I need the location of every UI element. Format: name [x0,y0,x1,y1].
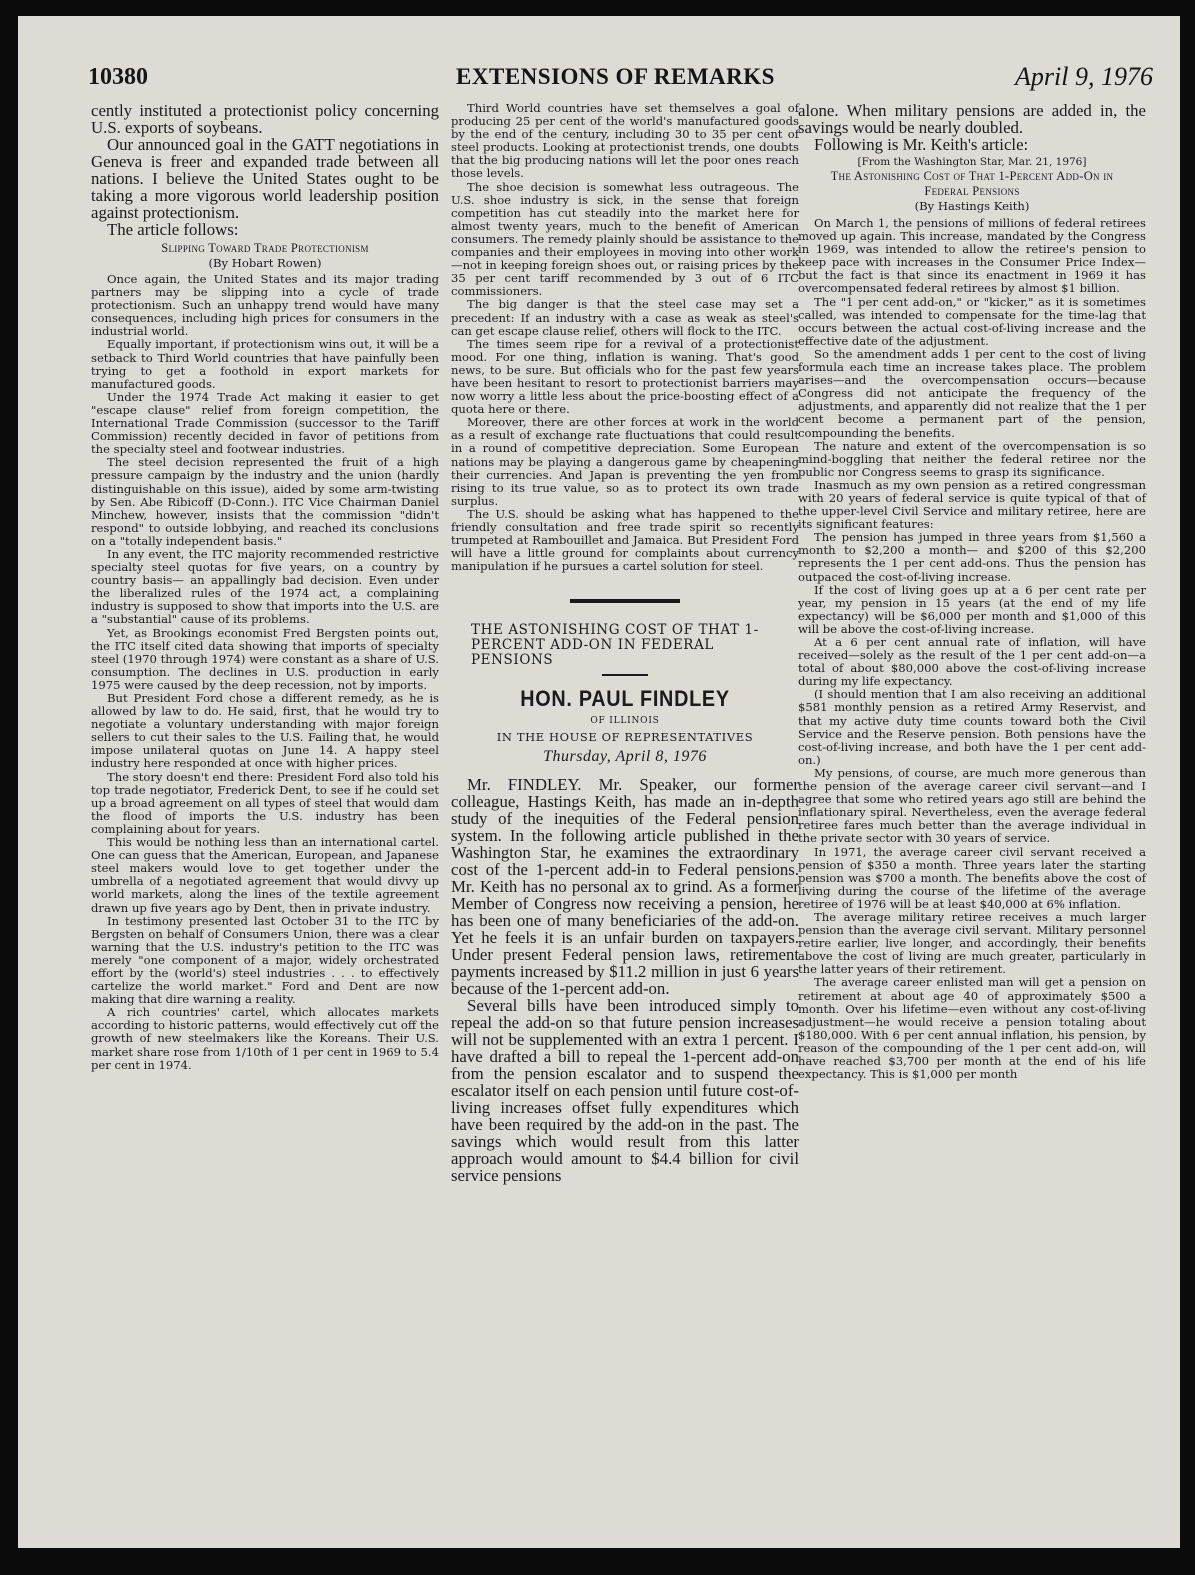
page-number: 10380 [88,64,148,90]
page-sheet [18,16,1180,1548]
article-paragraph: If the cost of living goes up at a 6 per cent rate per year, my pension in 15 years (at the end of my life expectancy) will be $6,000 per month and $1,000 of this will be above the cost-of-living increase. [798,582,1146,636]
chamber: IN THE HOUSE OF REPRESENTATIVES [496,730,754,745]
article-paragraph: But President Ford chose a different remedy, as he is allowed by law to do. He said, first, that he would try to negotiate a voluntary understanding with major foreign sellers to cut their sales to the U.S. Failing that, he would impose unilateral quotas on June 14. A happy steel industry here responded at once with higher prices. [91,691,439,771]
running-title: EXTENSIONS OF REMARKS [456,64,775,89]
article-paragraph: The big danger is that the steel case may set a precedent: If an industry with a case as weak as steel's can get escape clause relief, others will flock to the ITC. [451,297,799,338]
article-paragraph: The times seem ripe for a revival of a protectionist mood. For one thing, inflation is waning. That's good news, to be sure. But officials who for the past few years have been hesitant to resort to protectionist barriers may now worry a little less about the price-boosting effect of a quota here or there. [451,336,799,417]
article-paragraph: The "1 per cent add-on," or "kicker," as it is sometimes called, was intended to compensate for the time-lag that occurs between the actual cost-of-living increase and the effective date of the adjustment. [798,294,1146,348]
article-paragraph: Under the 1974 Trade Act making it easier to get "escape clause" relief from foreign competition, the International Trade Commission (successor to the Tariff Commission) recently decided in favor of petitions from the specialty steel and footwear industries. [91,389,439,457]
byline: (By Hastings Keith) [914,199,1030,213]
body-paragraph: Our announced goal in the GATT negotiations in Geneva is freer and expanded trade between all nations. I believe the United States ought to be taking a more vigorous world leadership position against protectionism. [91,135,439,222]
article-paragraph: The average career enlisted man will get a pension on retirement at about age 40 of approximately $500 a month. Over his lifetime—even without any cost-of-living adjustment—he would receive a pension totaling about $180,000. With 6 per cent annual inflation, his pension, by reason of the compounding of the 1 per cent add-on, will have reached $3,700 per month at the end of his life expectancy. This is $1,000 per month [798,975,1146,1082]
article-title: Slipping Toward Trade Protectionism [161,241,369,255]
article-title: The Astonishing Cost of That 1-Percent Add-On in Federal Pensions [830,169,1114,198]
speaker-state: OF ILLINOIS [590,716,660,727]
article-paragraph: Yet, as Brookings economist Fred Bergsten points out, the ITC itself cited data showing that imports of specialty steel (1970 through 1974) were constant as a share of U.S. consumption. The declines in U.S. production in early 1975 were caused by the deep recession, not by imports. [91,625,439,692]
body-paragraph: Mr. FINDLEY. Mr. Speaker, our former colleague, Hastings Keith, has made an in-depth study of the inequities of the Federal pension system. In the following article published in the Washington Star, he examines the extraordinary cost of the 1-percent add-in to Federal pensions. Mr. Keith has no personal ax to grind. As a former Member of Congress now receiving a pension, he has been one of many beneficiaries of the add-on. Yet he feels it is an unfair burden on taxpayers. Under present Federal pension laws, retirement payments increased by $11.2 million in just 6 years because of the 1-percent add-on. [451,775,799,999]
byline: (By Hobart Rowen) [208,256,322,270]
column-1 [91,102,439,1072]
page-header [78,56,1153,102]
header-date: April 9, 1976 [1015,62,1153,91]
body-paragraph: cently instituted a protectionist policy concerning U.S. exports of soybeans. [91,101,439,137]
article-paragraph: Moreover, there are other forces at work in the world as a result of exchange rate fluctuations that could result in a round of competitive depreciation. Some European nations may be playing a dangerous game by cheapening their currencies. And Japan is preventing the yen from rising to its true value, so as to protect its own trade surplus. [451,415,799,508]
article-paragraph: The pension has jumped in three years from $1,560 a month to $2,200 a month— and $200 of this $2,200 represents the 1 per cent add-ons. Thus the pension has outpaced the cost-of-living increase. [798,530,1146,584]
article-paragraph: The story doesn't end there: President Ford also told his top trade negotiator, Frederick Dent, to see if he could set up a broad agreement on all types of steel that would dam the flood of imports the U.S. industry has been complaining about for years. [91,769,439,836]
section-title: THE ASTONISHING COST OF THAT 1-PERCENT ADD-ON IN FEDERAL PENSIONS [471,622,759,669]
article-paragraph: The U.S. should be asking what has happened to the friendly consultation and free trade spirit so recently trumpeted at Rambouillet and Jamaica. But President Ford will have a little ground for complaints about currency manipulation if he pursues a cartel solution for steel. [451,506,799,574]
body-paragraph: Several bills have been introduced simply to repeal the add-on so that future pension increases will not be supplemented with an extra 1 percent. I have drafted a bill to repeal the 1-percent add-on from the pension escalator and to suspend the escalator itself on each pension until future cost-of-living increases offset fully expenditures which have been required by the add-on in the past. The savings which would result from this latter approach would amount to $4.4 billion for civil service pensions [451,996,799,1186]
article-paragraph: In any event, the ITC majority recommended restrictive specialty steel quotas for five years, on a country by country basis— an appallingly bad decision. Even under the liberalized rules of the 1974 act, a complaining industry is supposed to show that imports into the U.S. are a "substantial" cause of its problems. [91,546,439,627]
article-paragraph: The shoe decision is somewhat less outrageous. The U.S. shoe industry is sick, in the sense that foreign competition has cut steadily into the market here for almost twenty years, much to the benefit of American consumers. The remedy plainly should be assistance to the companies and their employees in moving into other work—not in keeping foreign shoes out, or raising prices by the 35 per cent tariff recommended by 3 out of 6 ITC commissioners. [451,179,799,299]
article-paragraph: Inasmuch as my own pension as a retired congressman with 20 years of federal service is quite typical of that of the upper-level Civil Service and military retiree, here are its significant features: [798,477,1146,532]
article-paragraph: In testimony presented last October 31 to the ITC by Bergsten on behalf of Consumers Union, there was a clear warning that the U.S. industry's petition to the ITC was merely "one component of a major, widely orchestrated effort by the (world's) steel industries . . . to effectively cartelize the world market." Ford and Dent are now making that dire warning a reality. [91,913,439,1007]
source-line: [From the Washington Star, Mar. 21, 1976] [857,156,1087,168]
column-3 [798,102,1146,1081]
article-paragraph: Third World countries have set themselves a goal of producing 25 per cent of the world's manufactured goods by the end of the century, including 30 to 35 per cent of steel products. Looking at protectionist trends, one doubts that the big producing nations will let the poor ones reach those levels. [451,101,799,181]
article-paragraph: Equally important, if protectionism wins out, it will be a setback to Third World countries that have painfully been trying to get a foothold in export markets for manufactured goods. [91,337,439,391]
article-paragraph: In 1971, the average career civil servant received a pension of $350 a month. Three years later the starting pension was $700 a month. The benefits above the cost of living during the course of the lifetime of the average retiree of 1976 will be at least $40,000 at 6% inflation. [798,844,1146,911]
section-divider [570,599,680,603]
article-paragraph: The steel decision represented the fruit of a high pressure campaign by the industry and the union (hardly distinguishable on this issue), aided by some arm-twisting by Sen. Abe Ribicoff (D-Conn.). ITC Vice Chairman Daniel Minchew, however, insists that the commission "didn't respond" to outside lobbying, and reached its conclusions on a "totally independent basis." [91,455,439,548]
speaker-name: HON. PAUL FINDLEY [520,686,730,712]
article-paragraph: At a 6 per cent annual rate of inflation, will have received—solely as the result of the 1 per cent add-on—a total of about $80,000 above the cost-of-living increase during my life expectancy. [798,635,1146,689]
article-paragraph: So the amendment adds 1 per cent to the cost of living formula each time an increase takes place. The problem arises—and the overcompensation occurs—because Congress did not anticipate the frequency of the adjustments, and apparently did not realize that the 1 per cent become a permanent part of the pension, compounding the benefits. [798,346,1146,440]
article-paragraph: (I should mention that I am also receiving an additional $581 monthly pension as a retired Army Reservist, and that my active duty time counts toward both the Civil Service and the Reserve pension. Both pensions have the cost-of-living increase, and both have the 1 per cent add-on.) [798,687,1146,767]
article-paragraph: Once again, the United States and its major trading partners may be slipping into a cycle of trade protectionism. Such an unhappy trend would have many consequences, including high prices for consumers in the industrial world. [91,272,439,339]
article-paragraph: The nature and extent of the overcompensation is so mind-boggling that neither the federal retiree nor the public nor Congress seems to grasp its significance. [798,438,1146,479]
remarks-date: Thursday, April 8, 1976 [543,748,707,766]
body-paragraph: alone. When military pensions are added in, the savings would be nearly doubled. [798,101,1146,137]
column-2 [451,102,799,1184]
title-divider [602,674,648,676]
body-paragraph: Following is Mr. Keith's article: [814,135,1029,154]
article-paragraph: This would be nothing less than an international cartel. One can guess that the American, European, and Japanese steel makers would love to get together under the umbrella of a negotiated agreement that would divvy up world markets, along the lines of the textile agreement drawn up five years ago by Dent, then in private industry. [91,835,439,915]
article-paragraph: A rich countries' cartel, which allocates markets according to historic patterns, would effectively cut off the growth of new steelmakers like the Koreans. Their U.S. market share rose from 1/10th of 1 per cent in 1969 to 5.4 per cent in 1974. [91,1005,439,1072]
article-paragraph: On March 1, the pensions of millions of federal retirees moved up again. This increase, mandated by the Congress in 1969, was intended to allow the retiree's pension to keep pace with increases in the Consumer Price Index—but the fact is that since its enactment in 1969 it has overcompensated federal retirees by almost $1 billion. [798,216,1146,296]
article-paragraph: My pensions, of course, are much more generous than the pension of the average career civil servant—and I agree that some who retired years ago still are behind the inflationary spiral. Nevertheless, even the average federal retiree fares much better than the average individual in the private sector with 30 years of service. [798,765,1146,846]
article-paragraph: The average military retiree receives a much larger pension than the average civil servant. Military personnel retire earlier, live longer, and accordingly, their benefits above the cost of living are much greater, particularly in the latter years of their retirement. [798,909,1146,977]
body-paragraph: The article follows: [107,220,239,239]
